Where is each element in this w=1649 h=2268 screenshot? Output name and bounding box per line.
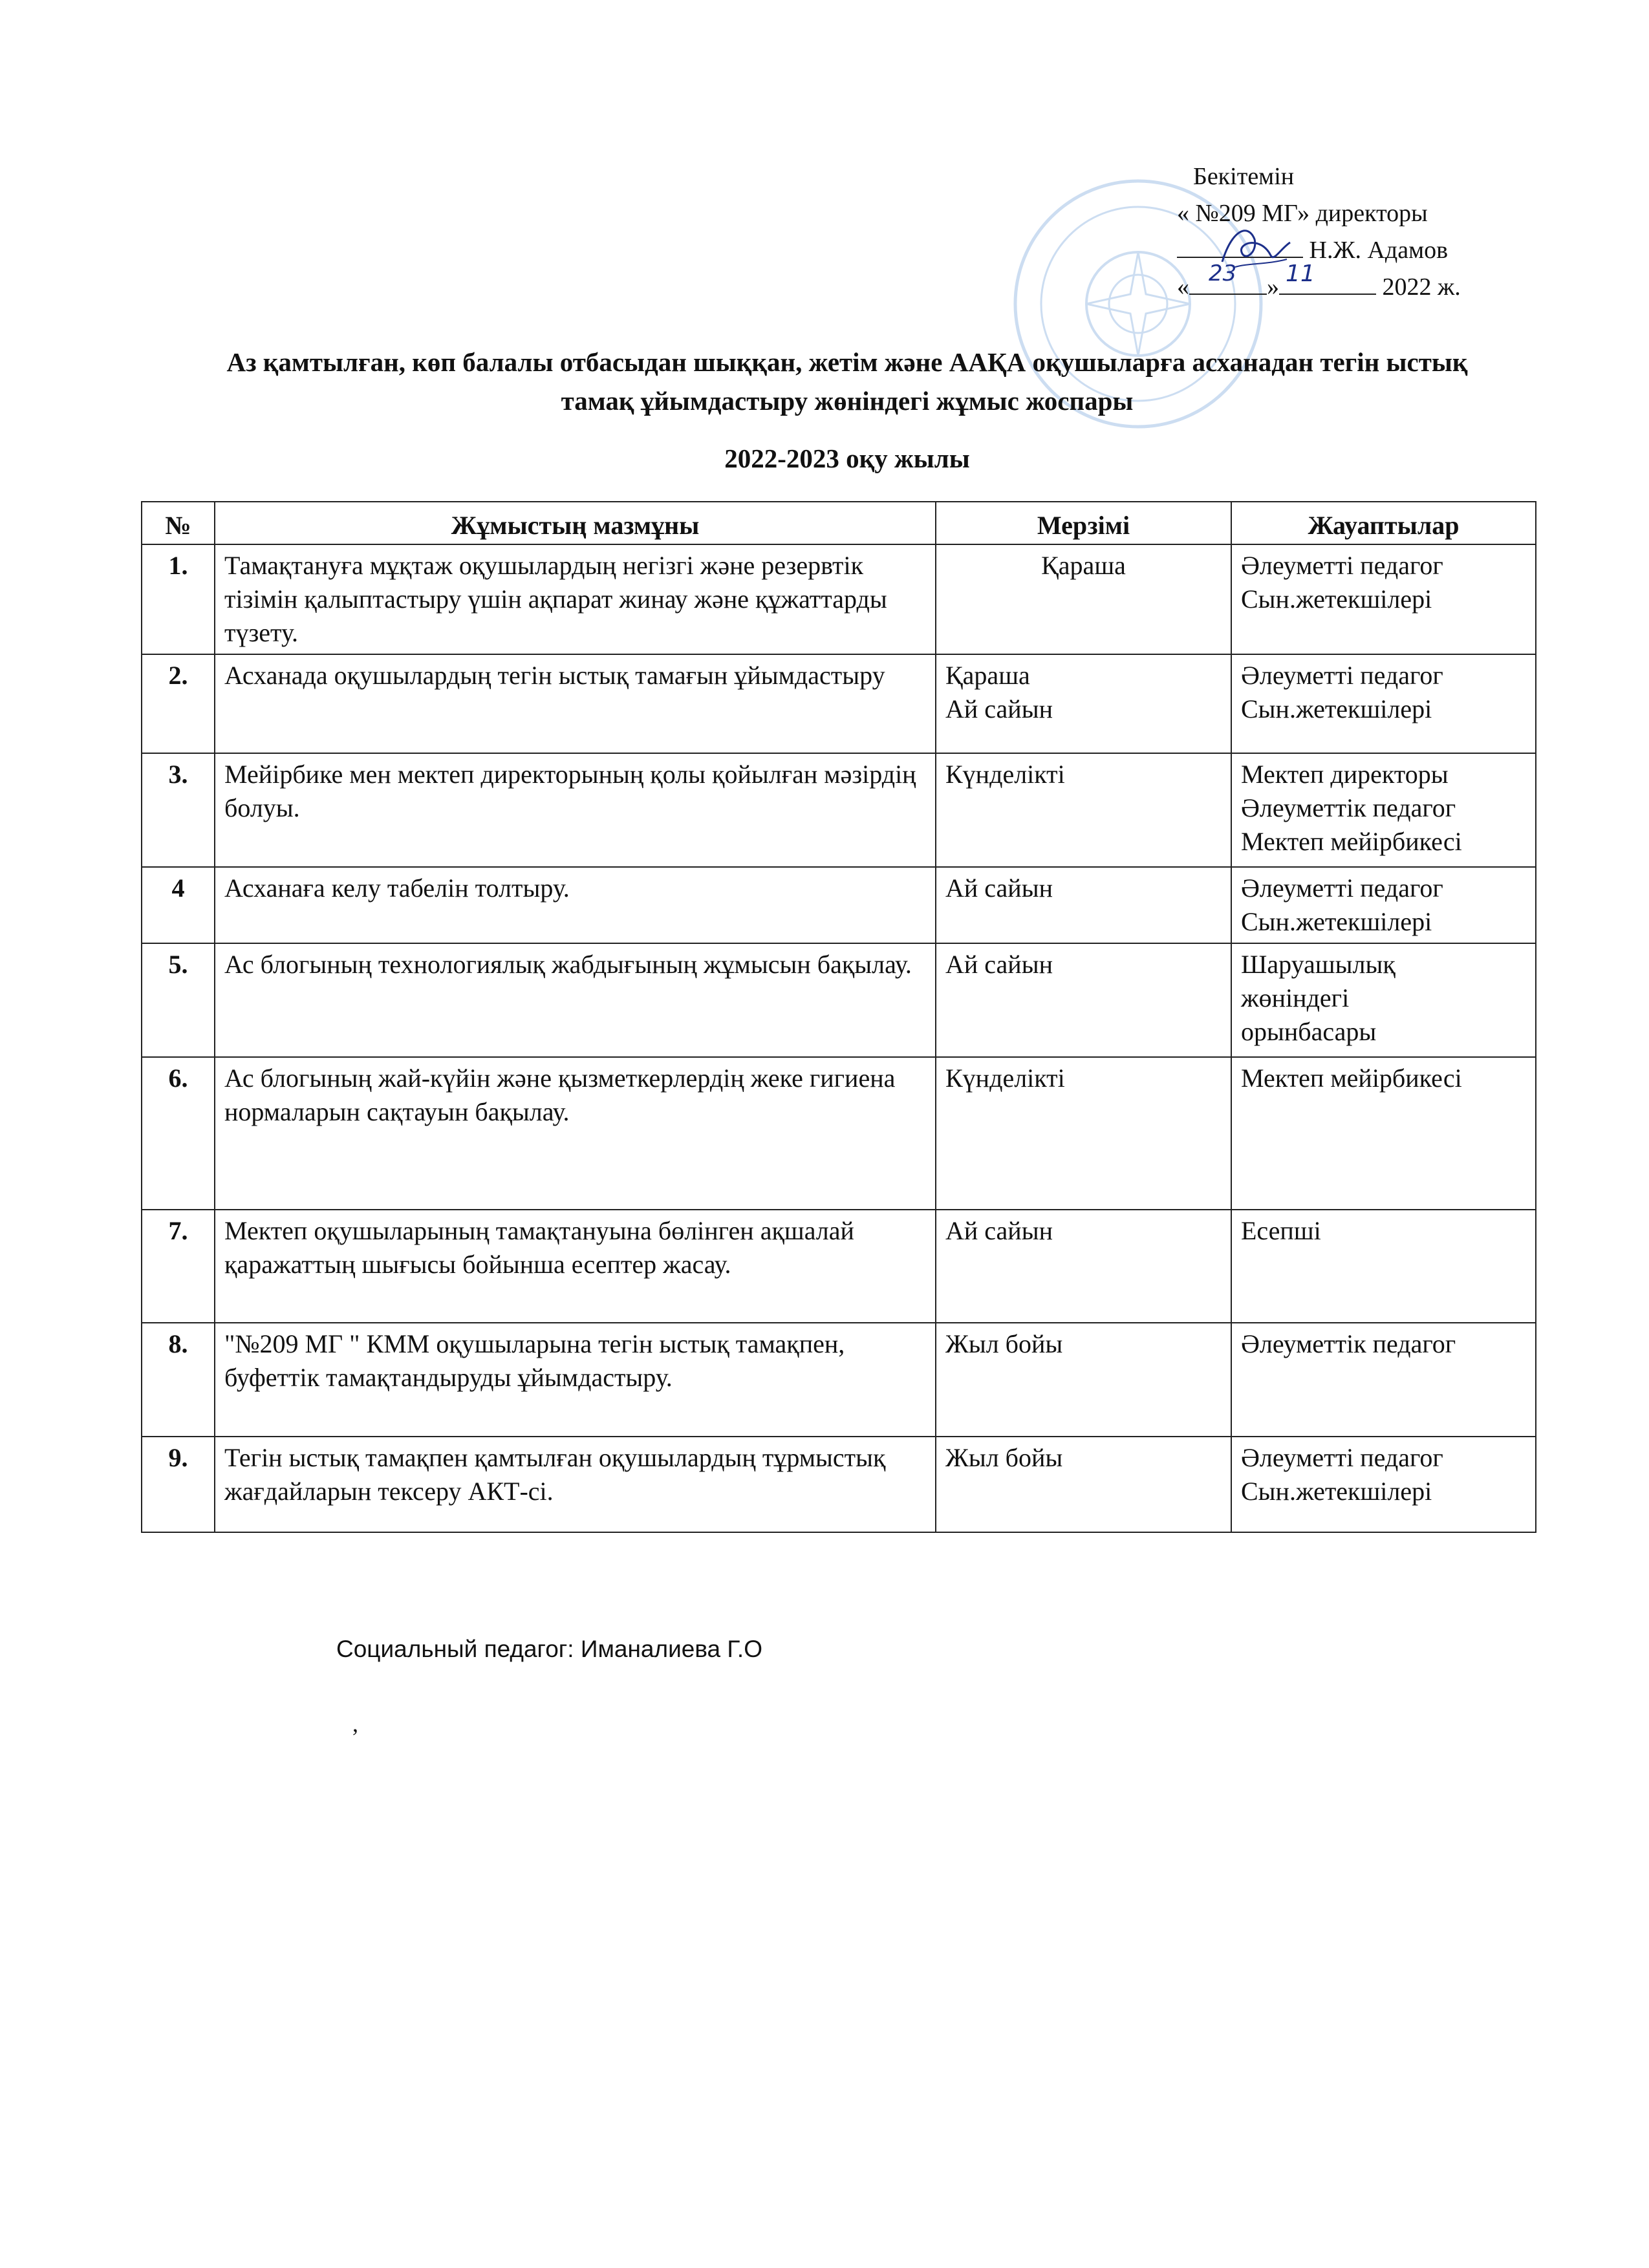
approval-position: « №209 МГ» директоры [1177,200,1428,227]
header-responsible: Жауаптылар [1231,502,1536,544]
header-number: № [142,502,215,544]
row-content: Ас блогының технологиялық жабдығының жұмысын бақылау. [215,943,936,1057]
row-term: Күнделікті [936,1057,1231,1210]
date-month: 11 [1286,261,1315,287]
row-responsible: Әлеуметтік педагог [1231,1323,1536,1437]
row-term: Ай сайын [936,943,1231,1057]
row-term: Қараша [936,544,1231,654]
row-number: 1. [142,544,215,654]
row-responsible: Әлеуметті педагог Сын.жетекшілері [1231,654,1536,753]
table-header-row [142,502,1536,544]
row-content: Мектеп оқушыларының тамақтануына бөлінген ақшалай қаражаттың шығысы бойынша есептер жасау. [215,1210,936,1323]
row-term: Жыл бойы [936,1437,1231,1532]
approval-name: Н.Ж. Адамов [1309,237,1449,264]
row-content: Мейірбике мен мектеп директорының қолы қойылған мәзірдің болуы. [215,753,936,867]
row-content: Тамақтануға мұқтаж оқушылардың негізгі және резервтік тізімін қалыптастыру үшін ақпарат жинау және құжаттарды түзету. [215,544,936,654]
row-responsible: Мектеп мейірбикесі [1231,1057,1536,1210]
row-content: Асханаға келу табелін толтыру. [215,867,936,943]
footer-mark: , [352,1711,358,1737]
header-content: Жұмыстың мазмұны [215,502,936,544]
row-number: 5. [142,943,215,1057]
academic-year: 2022-2023 оқу жылы [724,444,970,473]
row-responsible: Мектеп директоры Әлеуметтік педагог Мектеп мейірбикесі [1231,753,1536,867]
row-number: 8. [142,1323,215,1437]
date-open-quote: « [1177,273,1189,301]
row-content: Асханада оқушылардың тегін ыстық тамағын ұйымдастыру [215,654,936,753]
header-term: Мерзімі [936,502,1231,544]
table-row [142,867,1536,943]
work-plan-table [141,501,1536,1533]
row-term: Күнделікті [936,753,1231,867]
row-content: Ас блогының жай-күйін және қызметкерлердің жеке гигиена нормаларын сақтауын бақылау. [215,1057,936,1210]
table-row [142,1437,1536,1532]
table-row [142,1323,1536,1437]
row-term: Ай сайын [936,867,1231,943]
signature-icon [1209,217,1300,281]
row-term: Қараша Ай сайын [936,654,1231,753]
row-responsible: Шаруашылық жөніндегі орынбасары [1231,943,1536,1057]
row-responsible: Есепші [1231,1210,1536,1323]
row-content: "№209 МГ " КММ оқушыларына тегін ыстық тамақпен, буфеттік тамақтандыруды ұйымдастыру. [215,1323,936,1437]
table-row [142,943,1536,1057]
table-row [142,1210,1536,1323]
table-row [142,753,1536,867]
approval-title: Бекітемін [1193,163,1295,190]
row-term: Ай сайын [936,1210,1231,1323]
row-responsible: Әлеуметті педагог Сын.жетекшілері [1231,867,1536,943]
signed-by: Социальный педагог: Иманалиева Г.О [336,1636,762,1662]
date-day: 23 [1209,261,1237,286]
row-number: 4 [142,867,215,943]
date-close-quote: » [1267,273,1279,301]
document-title: Аз қамтылған, көп балалы отбасыдан шыққан, жетім және ААҚА оқушыларға асханадан тегін ыстық тамақ ұйымдастыру жөніндегі жұмыс жоспары [226,347,1468,416]
row-content: Тегін ыстық тамақпен қамтылған оқушылардың тұрмыстық жағдайларын тексеру АКТ-сі. [215,1437,936,1532]
row-term: Жыл бойы [936,1323,1231,1437]
table-row [142,654,1536,753]
date-year: 2022 ж. [1382,273,1461,301]
row-number: 6. [142,1057,215,1210]
row-number: 3. [142,753,215,867]
row-responsible: Әлеуметті педагог Сын.жетекшілері [1231,1437,1536,1532]
table-row [142,544,1536,654]
table-row [142,1057,1536,1210]
row-number: 9. [142,1437,215,1532]
row-number: 2. [142,654,215,753]
row-number: 7. [142,1210,215,1323]
row-responsible: Әлеуметті педагог Сын.жетекшілері [1231,544,1536,654]
